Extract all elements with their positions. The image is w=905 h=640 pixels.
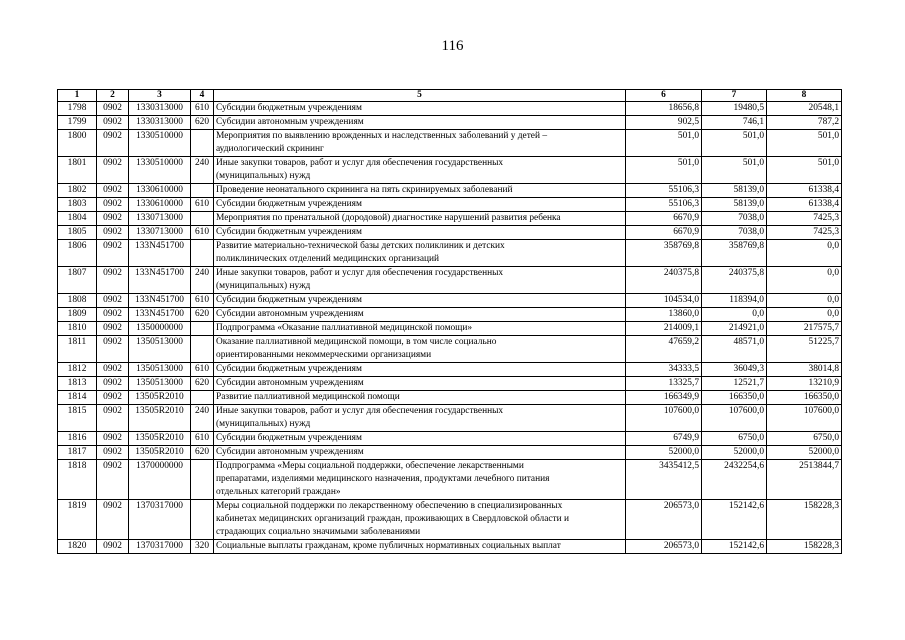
target-article-cell: 13505R2010 (129, 446, 191, 460)
row-number-cell: 1818 (58, 460, 97, 500)
target-article-cell: 133N451700 (129, 308, 191, 322)
target-article-cell: 1330313000 (129, 102, 191, 116)
description-cell (214, 540, 626, 554)
description-cell (214, 116, 626, 130)
amount-col-8-cell: 158228,3 (767, 540, 842, 554)
amount-col-8-cell: 61338,4 (767, 198, 842, 212)
amount-col-8-cell: 166350,0 (767, 391, 842, 405)
description-cell (214, 391, 626, 405)
amount-col-8-cell: 13210,9 (767, 377, 842, 391)
table-row (58, 540, 842, 554)
table-row (58, 240, 842, 267)
description-cell (214, 500, 626, 540)
description-cell (214, 184, 626, 198)
amount-col-7-cell: 52000,0 (702, 446, 767, 460)
amount-col-7-cell: 12521,7 (702, 377, 767, 391)
table-body (58, 102, 842, 554)
target-article-cell: 1330713000 (129, 212, 191, 226)
row-number-cell: 1801 (58, 157, 97, 184)
amount-col-7-cell: 19480,5 (702, 102, 767, 116)
description-cell (214, 198, 626, 212)
section-code-cell: 0902 (97, 198, 129, 212)
table-header-row (58, 90, 842, 102)
description-cell (214, 363, 626, 377)
row-number-cell: 1809 (58, 308, 97, 322)
table-row (58, 322, 842, 336)
row-number-cell: 1798 (58, 102, 97, 116)
amount-col-8-cell: 501,0 (767, 130, 842, 157)
target-article-cell: 1350513000 (129, 363, 191, 377)
section-code-cell: 0902 (97, 102, 129, 116)
amount-col-6-cell: 240375,8 (626, 267, 702, 294)
header-col-1: 1 (58, 90, 97, 102)
section-code-cell: 0902 (97, 184, 129, 198)
amount-col-7-cell: 7038,0 (702, 226, 767, 240)
row-number-cell: 1805 (58, 226, 97, 240)
description-cell (214, 336, 626, 363)
description-line: ориентированными некоммерческими организациями (216, 350, 432, 360)
table-row (58, 130, 842, 157)
amount-col-6-cell: 3435412,5 (626, 460, 702, 500)
description-line: Меры социальной поддержки по лекарственному обеспечению в специализированных (216, 501, 563, 511)
description-cell (214, 157, 626, 184)
amount-col-7-cell: 118394,0 (702, 294, 767, 308)
table-row (58, 294, 842, 308)
description-cell (214, 460, 626, 500)
section-code-cell: 0902 (97, 446, 129, 460)
amount-col-6-cell: 47659,2 (626, 336, 702, 363)
header-col-5: 5 (214, 90, 626, 102)
row-number-cell: 1808 (58, 294, 97, 308)
description-line: Субсидии автономным учреждениям (216, 447, 364, 457)
expense-type-cell: 620 (191, 308, 214, 322)
description-line: Субсидии бюджетным учреждениям (216, 227, 362, 237)
expense-type-cell (191, 240, 214, 267)
table-row (58, 102, 842, 116)
target-article-cell: 1330610000 (129, 184, 191, 198)
expense-type-cell (191, 391, 214, 405)
description-line: поликлинических отделений медицинских организаций (216, 254, 440, 264)
amount-col-7-cell: 501,0 (702, 157, 767, 184)
budget-table (57, 89, 842, 554)
target-article-cell: 1350000000 (129, 322, 191, 336)
section-code-cell: 0902 (97, 226, 129, 240)
description-line: Субсидии бюджетным учреждениям (216, 295, 362, 305)
expense-type-cell: 610 (191, 432, 214, 446)
section-code-cell: 0902 (97, 363, 129, 377)
row-number-cell: 1810 (58, 322, 97, 336)
row-number-cell: 1815 (58, 405, 97, 432)
row-number-cell: 1806 (58, 240, 97, 267)
description-cell (214, 240, 626, 267)
amount-col-8-cell: 51225,7 (767, 336, 842, 363)
target-article-cell: 13505R2010 (129, 432, 191, 446)
amount-col-8-cell: 0,0 (767, 240, 842, 267)
amount-col-7-cell: 48571,0 (702, 336, 767, 363)
amount-col-6-cell: 214009,1 (626, 322, 702, 336)
target-article-cell: 1350513000 (129, 377, 191, 391)
table-row (58, 336, 842, 363)
expense-type-cell: 610 (191, 294, 214, 308)
expense-type-cell: 620 (191, 116, 214, 130)
expense-type-cell: 240 (191, 267, 214, 294)
expense-type-cell: 620 (191, 377, 214, 391)
amount-col-6-cell: 206573,0 (626, 500, 702, 540)
description-line: аудиологический скрининг (216, 144, 324, 154)
section-code-cell: 0902 (97, 157, 129, 184)
amount-col-8-cell: 0,0 (767, 267, 842, 294)
target-article-cell: 1370000000 (129, 460, 191, 500)
section-code-cell: 0902 (97, 322, 129, 336)
section-code-cell: 0902 (97, 500, 129, 540)
description-line: Мероприятия по пренатальной (дородовой) диагностике нарушений развития ребенка (216, 213, 561, 223)
row-number-cell: 1817 (58, 446, 97, 460)
table-row (58, 446, 842, 460)
description-line: Субсидии автономным учреждениям (216, 309, 364, 319)
target-article-cell: 1330313000 (129, 116, 191, 130)
target-article-cell: 133N451700 (129, 240, 191, 267)
amount-col-6-cell: 34333,5 (626, 363, 702, 377)
amount-col-6-cell: 18656,8 (626, 102, 702, 116)
amount-col-7-cell: 7038,0 (702, 212, 767, 226)
table-row (58, 432, 842, 446)
amount-col-8-cell: 52000,0 (767, 446, 842, 460)
table-row (58, 198, 842, 212)
expense-type-cell (191, 212, 214, 226)
header-col-7: 7 (702, 90, 767, 102)
amount-col-8-cell: 61338,4 (767, 184, 842, 198)
description-line: препаратами, изделиями медицинского назначения, продуктами лечебного питания (216, 474, 550, 484)
description-line: Субсидии бюджетным учреждениям (216, 364, 362, 374)
amount-col-6-cell: 166349,9 (626, 391, 702, 405)
target-article-cell: 133N451700 (129, 267, 191, 294)
section-code-cell: 0902 (97, 336, 129, 363)
amount-col-8-cell: 158228,3 (767, 500, 842, 540)
amount-col-6-cell: 6670,9 (626, 226, 702, 240)
section-code-cell: 0902 (97, 377, 129, 391)
header-col-8: 8 (767, 90, 842, 102)
table-row (58, 308, 842, 322)
row-number-cell: 1807 (58, 267, 97, 294)
target-article-cell: 1330610000 (129, 198, 191, 212)
amount-col-6-cell: 902,5 (626, 116, 702, 130)
description-line: Субсидии бюджетным учреждениям (216, 433, 362, 443)
description-line: Мероприятия по выявлению врожденных и наследственных заболеваний у детей – (216, 131, 548, 141)
description-cell (214, 226, 626, 240)
description-line: Субсидии автономным учреждениям (216, 117, 364, 127)
section-code-cell: 0902 (97, 240, 129, 267)
table-row (58, 157, 842, 184)
expense-type-cell: 240 (191, 157, 214, 184)
amount-col-8-cell: 38014,8 (767, 363, 842, 377)
header-col-3: 3 (129, 90, 191, 102)
target-article-cell: 13505R2010 (129, 405, 191, 432)
expense-type-cell: 610 (191, 226, 214, 240)
expense-type-cell: 610 (191, 363, 214, 377)
expense-type-cell: 610 (191, 102, 214, 116)
expense-type-cell (191, 322, 214, 336)
target-article-cell: 13505R2010 (129, 391, 191, 405)
description-line: Социальные выплаты гражданам, кроме публичных нормативных социальных выплат (216, 541, 561, 551)
description-line: (муниципальных) нужд (216, 419, 311, 429)
row-number-cell: 1820 (58, 540, 97, 554)
amount-col-7-cell: 358769,8 (702, 240, 767, 267)
amount-col-6-cell: 206573,0 (626, 540, 702, 554)
description-line: Развитие паллиативной медицинской помощи (216, 392, 400, 402)
description-line: Субсидии бюджетным учреждениям (216, 199, 362, 209)
amount-col-6-cell: 6670,9 (626, 212, 702, 226)
amount-col-7-cell: 214921,0 (702, 322, 767, 336)
amount-col-6-cell: 104534,0 (626, 294, 702, 308)
target-article-cell: 1370317000 (129, 500, 191, 540)
amount-col-7-cell: 166350,0 (702, 391, 767, 405)
section-code-cell: 0902 (97, 460, 129, 500)
expense-type-cell (191, 500, 214, 540)
description-cell (214, 212, 626, 226)
amount-col-7-cell: 0,0 (702, 308, 767, 322)
amount-col-8-cell: 7425,3 (767, 226, 842, 240)
amount-col-6-cell: 501,0 (626, 130, 702, 157)
description-line: Подпрограмма «Оказание паллиативной медицинской помощи» (216, 323, 473, 333)
expense-type-cell: 240 (191, 405, 214, 432)
description-cell (214, 294, 626, 308)
description-cell (214, 322, 626, 336)
header-col-2: 2 (97, 90, 129, 102)
expense-type-cell (191, 460, 214, 500)
table-row (58, 116, 842, 130)
section-code-cell: 0902 (97, 267, 129, 294)
expense-type-cell (191, 130, 214, 157)
description-line: Иные закупки товаров, работ и услуг для обеспечения государственных (216, 406, 504, 416)
description-line: Подпрограмма «Меры социальной поддержки, обеспечение лекарственными (216, 461, 524, 471)
table-row (58, 405, 842, 432)
row-number-cell: 1819 (58, 500, 97, 540)
amount-col-6-cell: 13860,0 (626, 308, 702, 322)
amount-col-7-cell: 152142,6 (702, 500, 767, 540)
row-number-cell: 1804 (58, 212, 97, 226)
description-line: Оказание паллиативной медицинской помощи, в том числе социально (216, 337, 497, 347)
description-line: (муниципальных) нужд (216, 281, 311, 291)
target-article-cell: 133N451700 (129, 294, 191, 308)
section-code-cell: 0902 (97, 432, 129, 446)
amount-col-6-cell: 55106,3 (626, 184, 702, 198)
table-row (58, 500, 842, 540)
expense-type-cell (191, 336, 214, 363)
section-code-cell: 0902 (97, 391, 129, 405)
description-line: отдельных категорий граждан» (216, 487, 341, 497)
description-cell (214, 130, 626, 157)
amount-col-6-cell: 358769,8 (626, 240, 702, 267)
amount-col-8-cell: 787,2 (767, 116, 842, 130)
description-cell (214, 377, 626, 391)
expense-type-cell (191, 184, 214, 198)
row-number-cell: 1812 (58, 363, 97, 377)
amount-col-6-cell: 107600,0 (626, 405, 702, 432)
header-col-4: 4 (191, 90, 214, 102)
amount-col-7-cell: 2432254,6 (702, 460, 767, 500)
description-cell (214, 102, 626, 116)
amount-col-7-cell: 36049,3 (702, 363, 767, 377)
amount-col-6-cell: 13325,7 (626, 377, 702, 391)
description-line: (муниципальных) нужд (216, 171, 311, 181)
amount-col-7-cell: 152142,6 (702, 540, 767, 554)
amount-col-8-cell: 2513844,7 (767, 460, 842, 500)
description-line: Развитие материально-технической базы детских поликлиник и детских (216, 241, 505, 251)
description-line: Субсидии бюджетным учреждениям (216, 103, 362, 113)
table-row (58, 226, 842, 240)
expense-type-cell: 620 (191, 446, 214, 460)
description-line: Проведение неонатального скрининга на пять скринируемых заболеваний (216, 185, 513, 195)
amount-col-7-cell: 6750,0 (702, 432, 767, 446)
description-line: страдающих социально значимыми заболеваниями (216, 527, 421, 537)
description-line: Субсидии автономным учреждениям (216, 378, 364, 388)
amount-col-8-cell: 0,0 (767, 294, 842, 308)
header-col-6: 6 (626, 90, 702, 102)
description-cell (214, 405, 626, 432)
description-cell (214, 432, 626, 446)
table-row (58, 212, 842, 226)
amount-col-7-cell: 501,0 (702, 130, 767, 157)
row-number-cell: 1816 (58, 432, 97, 446)
row-number-cell: 1800 (58, 130, 97, 157)
section-code-cell: 0902 (97, 212, 129, 226)
description-line: Иные закупки товаров, работ и услуг для обеспечения государственных (216, 158, 504, 168)
row-number-cell: 1814 (58, 391, 97, 405)
target-article-cell: 1330713000 (129, 226, 191, 240)
amount-col-6-cell: 52000,0 (626, 446, 702, 460)
target-article-cell: 1330510000 (129, 130, 191, 157)
row-number-cell: 1802 (58, 184, 97, 198)
description-line: Иные закупки товаров, работ и услуг для обеспечения государственных (216, 268, 504, 278)
amount-col-6-cell: 55106,3 (626, 198, 702, 212)
target-article-cell: 1370317000 (129, 540, 191, 554)
expense-type-cell: 610 (191, 198, 214, 212)
row-number-cell: 1813 (58, 377, 97, 391)
page-number: 116 (441, 38, 464, 54)
amount-col-8-cell: 501,0 (767, 157, 842, 184)
target-article-cell: 1350513000 (129, 336, 191, 363)
amount-col-7-cell: 746,1 (702, 116, 767, 130)
section-code-cell: 0902 (97, 294, 129, 308)
amount-col-7-cell: 58139,0 (702, 184, 767, 198)
description-cell (214, 446, 626, 460)
amount-col-8-cell: 7425,3 (767, 212, 842, 226)
amount-col-8-cell: 217575,7 (767, 322, 842, 336)
row-number-cell: 1811 (58, 336, 97, 363)
table-row (58, 391, 842, 405)
target-article-cell: 1330510000 (129, 157, 191, 184)
table-row (58, 460, 842, 500)
section-code-cell: 0902 (97, 405, 129, 432)
row-number-cell: 1799 (58, 116, 97, 130)
expense-type-cell: 320 (191, 540, 214, 554)
amount-col-6-cell: 6749,9 (626, 432, 702, 446)
table-row (58, 377, 842, 391)
section-code-cell: 0902 (97, 540, 129, 554)
amount-col-8-cell: 20548,1 (767, 102, 842, 116)
amount-col-8-cell: 6750,0 (767, 432, 842, 446)
section-code-cell: 0902 (97, 116, 129, 130)
amount-col-8-cell: 107600,0 (767, 405, 842, 432)
table-row (58, 184, 842, 198)
amount-col-7-cell: 58139,0 (702, 198, 767, 212)
section-code-cell: 0902 (97, 308, 129, 322)
description-cell (214, 267, 626, 294)
description-cell (214, 308, 626, 322)
table-row (58, 267, 842, 294)
description-line: кабинетах медицинских организаций граждан, проживающих в Свердловской области и (216, 514, 569, 524)
table-row (58, 363, 842, 377)
amount-col-7-cell: 240375,8 (702, 267, 767, 294)
amount-col-6-cell: 501,0 (626, 157, 702, 184)
amount-col-7-cell: 107600,0 (702, 405, 767, 432)
row-number-cell: 1803 (58, 198, 97, 212)
section-code-cell: 0902 (97, 130, 129, 157)
amount-col-8-cell: 0,0 (767, 308, 842, 322)
